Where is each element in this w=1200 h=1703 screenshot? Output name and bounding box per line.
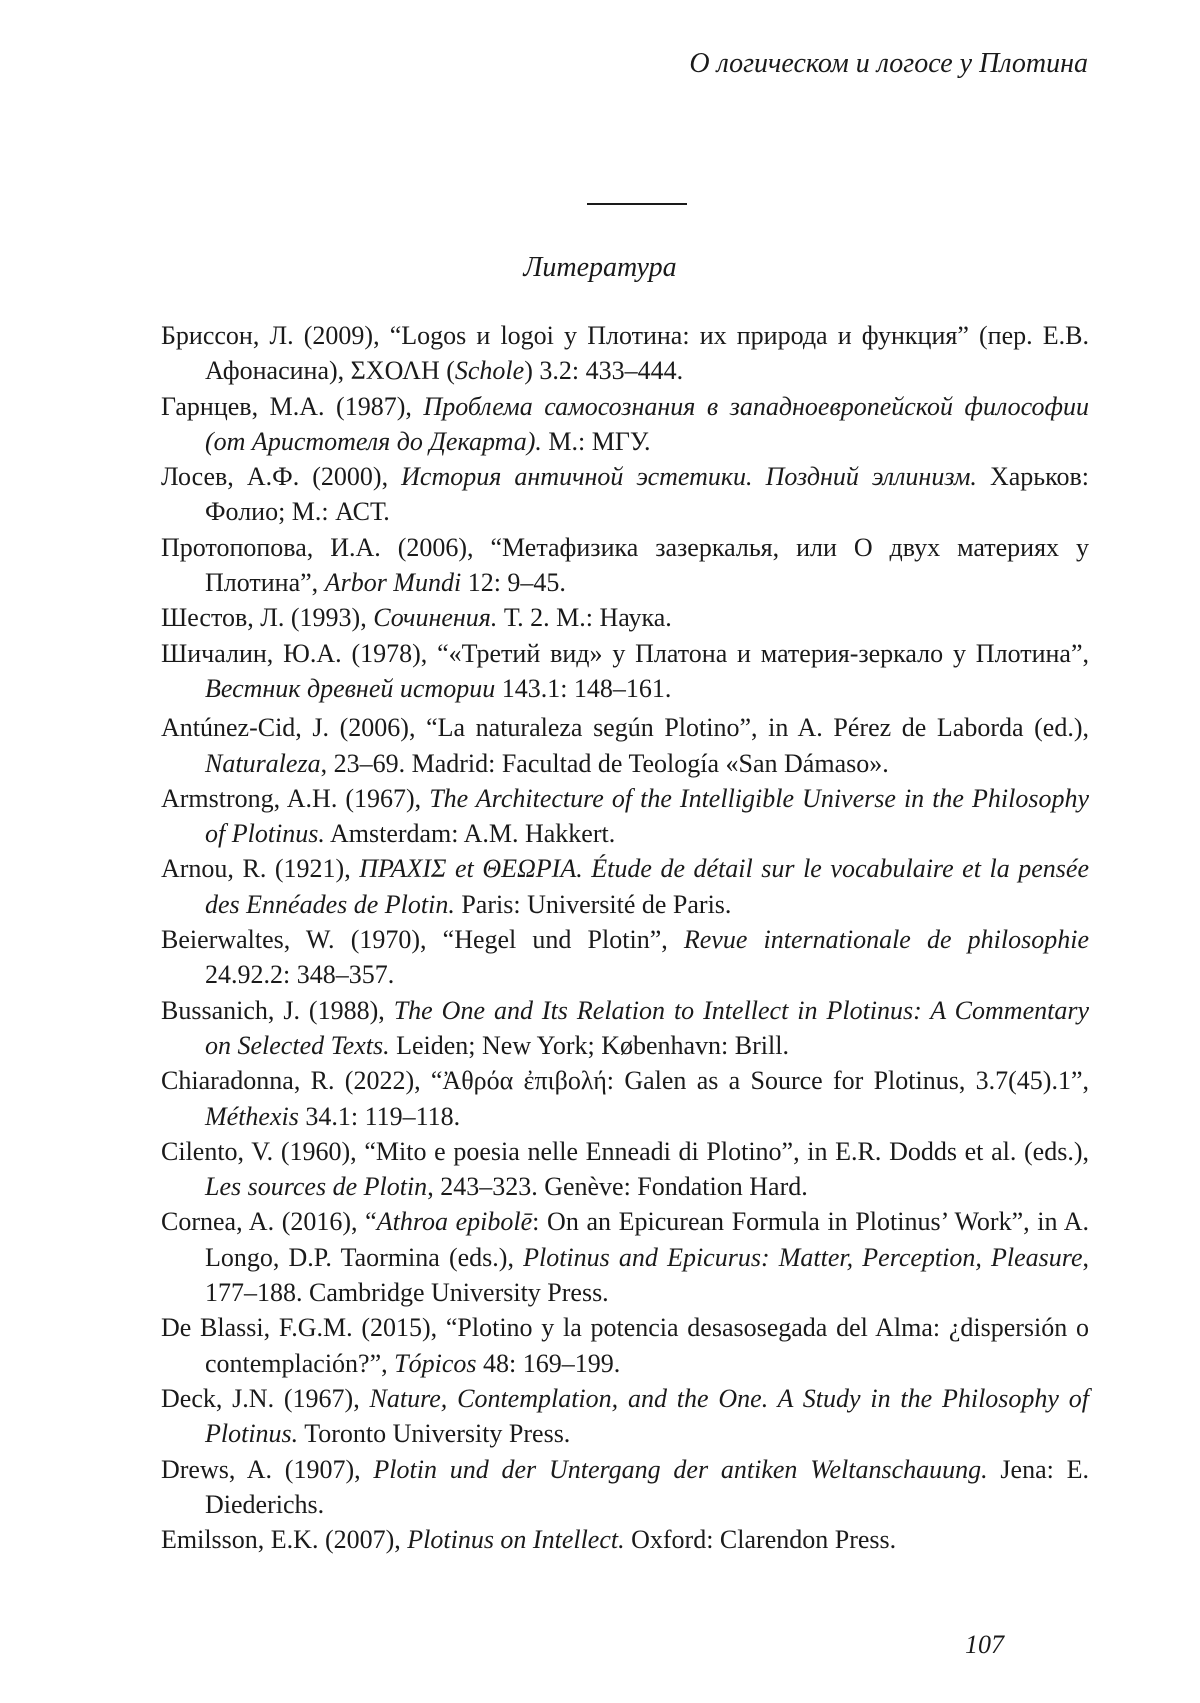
entry-text: Arnou, R. (1921), (161, 854, 360, 884)
entry-text: , 243–323. Genève: Fondation Hard. (427, 1172, 808, 1202)
entry-text: Bussanich, J. (1988), (161, 995, 394, 1025)
entry-text: Chiaradonna, R. (2022), “Ἀθρόα ἐπιβολή: Galen as a Source for Plotinus, 3.7(45).1”, (161, 1066, 1089, 1096)
entry-title-italic: Tópicos (394, 1348, 477, 1378)
page-number: 107 (965, 1630, 1004, 1659)
entry-text: Antúnez-Cid, J. (2006), “La naturaleza según Plotino”, in A. Pérez de Laborda (ed.), (161, 713, 1089, 743)
entry-title-italic: Revue internationale de philosophie (683, 925, 1089, 955)
entry-text: Armstrong, A.H. (1967), (161, 783, 430, 813)
entry-title-italic: Naturaleza (205, 748, 321, 778)
bibliography-entry (161, 851, 1089, 922)
section-title: Литература (523, 252, 677, 283)
bibliography-entry (161, 1310, 1089, 1381)
entry-text: Deck, J.N. (1967), (161, 1383, 370, 1413)
entry-title-italic: История античной эстетики. Поздний эллинизм. (401, 462, 977, 492)
bibliography-entry (161, 459, 1089, 530)
bibliography-entry (161, 1204, 1089, 1310)
entry-text: Cilento, V. (1960), “Mito e poesia nelle Enneadi di Plotino”, in E.R. Dodds et al. (eds.), (161, 1136, 1089, 1166)
entry-text: Jena: E. Diederichs. (205, 1454, 1089, 1519)
bibliography-entry (161, 1452, 1089, 1523)
entry-text: Leiden; New York; København: Brill. (389, 1030, 789, 1060)
entry-title-italic: The Architecture of the Intelligible Universe in the Philosophy of Plotinus. (205, 783, 1089, 849)
entry-text: , 177–188. Cambridge University Press. (205, 1242, 1089, 1308)
entry-title-italic: The One and Its Relation to Intellect in Plotinus: A Commentary on Selected Texts. (205, 995, 1089, 1060)
entry-text: Протопопова, И.А. (2006), “Метафизика зазеркалья, или О двух материях у Плотина”, (161, 532, 1089, 598)
entry-title-italic: Schole (454, 356, 525, 386)
entry-text: М.: МГУ. (541, 426, 651, 456)
entry-text: Бриссон, Л. (2009), “Logos и logoi у Плотина: их природа и функция” (пер. Е.В. Афонасина), ΣΧΟΛΗ ( (161, 321, 1089, 386)
entry-title-italic: Arbor Mundi (324, 568, 462, 598)
entry-text: Beierwaltes, W. (1970), “Hegel und Plotin”, (161, 925, 684, 955)
entry-text: Cornea, A. (2016), “ (161, 1207, 377, 1237)
entry-title-italic: Nature, Contemplation, and the One. A Study in the Philosophy of Plotinus. (205, 1383, 1090, 1449)
bibliography-entry (161, 636, 1089, 707)
bibliography-entry (161, 922, 1089, 993)
entry-text: 48: 169–199. (476, 1348, 621, 1378)
entry-text: Гарнцев, М.А. (1987), (161, 391, 424, 421)
entry-text: Харьков: Фолио; М.: АСТ. (205, 462, 1089, 527)
bibliography-entry (161, 993, 1089, 1064)
bibliography-entry (161, 1063, 1089, 1134)
entry-text: : On an Epicurean Formula in Plotinus’ Work”, in A. Longo, D.P. Taormina (eds.), (205, 1207, 1089, 1272)
bibliography-entry (161, 530, 1089, 601)
bibliography-entry (161, 781, 1089, 852)
entry-text: Oxford: Clarendon Press. (624, 1525, 897, 1555)
entry-title-italic: Athroa epibolē (376, 1207, 533, 1237)
entry-text: Paris: Université de Paris. (454, 889, 732, 919)
entry-title-italic: Les sources de Plotin (205, 1172, 428, 1202)
bibliography-entry (161, 710, 1089, 781)
entry-text: Toronto University Press. (298, 1419, 571, 1449)
entry-title-italic: Проблема самосознания в западноевропейской философии (от Аристотеля до Декарта). (205, 391, 1089, 456)
entry-title-italic: Сочинения. (373, 603, 498, 633)
entry-title-italic: Вестник древней истории (205, 673, 496, 703)
entry-text: 24.92.2: 348–357. (205, 960, 395, 990)
bibliography-entry (161, 1134, 1089, 1205)
entry-title-italic: Plotinus and Epicurus: Matter, Perception, Pleasure (523, 1242, 1083, 1272)
entry-text: 34.1: 119–118. (298, 1101, 461, 1131)
entry-text: 143.1: 148–161. (495, 673, 672, 703)
entry-text: Drews, A. (1907), (161, 1454, 374, 1484)
running-head: О логическом и логосе у Плотина (689, 48, 1088, 79)
entry-text: ) 3.2: 433–444. (524, 356, 684, 386)
entry-text: 12: 9–45. (461, 568, 566, 598)
section-divider (587, 203, 687, 205)
entry-text: Лосев, А.Ф. (2000), (161, 462, 402, 492)
entry-text: Шичалин, Ю.А. (1978), “«Третий вид» у Платона и материя-зеркало у Плотина”, (161, 638, 1089, 668)
entry-text: Emilsson, E.K. (2007), (161, 1525, 408, 1555)
entry-text: Шестов, Л. (1993), (161, 603, 374, 633)
bibliography-entry (161, 318, 1089, 389)
entry-title-italic: Méthexis (205, 1101, 299, 1131)
bibliography-entry (161, 1522, 1089, 1557)
bibliography-entry (161, 600, 1089, 635)
bibliography-entry (161, 1381, 1089, 1452)
entry-text: , 23–69. Madrid: Facultad de Teología «San Dámaso». (320, 748, 889, 778)
bibliography-entry (161, 389, 1089, 460)
entry-title-italic: ΠΡΑΧΙΣ et ΘΕΩΡΙΑ. Étude de détail sur le vocabulaire et la pensée des Ennéades de Plotin. (205, 854, 1089, 919)
entry-text: Amsterdam: A.M. Hakkert. (324, 819, 616, 849)
entry-text: Т. 2. М.: Наука. (497, 603, 672, 633)
entry-title-italic: Plotin und der Untergang der antiken Weltanschauung. (373, 1454, 988, 1484)
entry-title-italic: Plotinus on Intellect. (407, 1525, 625, 1555)
bibliography-list (161, 318, 1089, 1557)
entry-text: De Blassi, F.G.M. (2015), “Plotino y la potencia desasosegada del Alma: ¿dispersión o contemplación?”, (161, 1313, 1089, 1378)
